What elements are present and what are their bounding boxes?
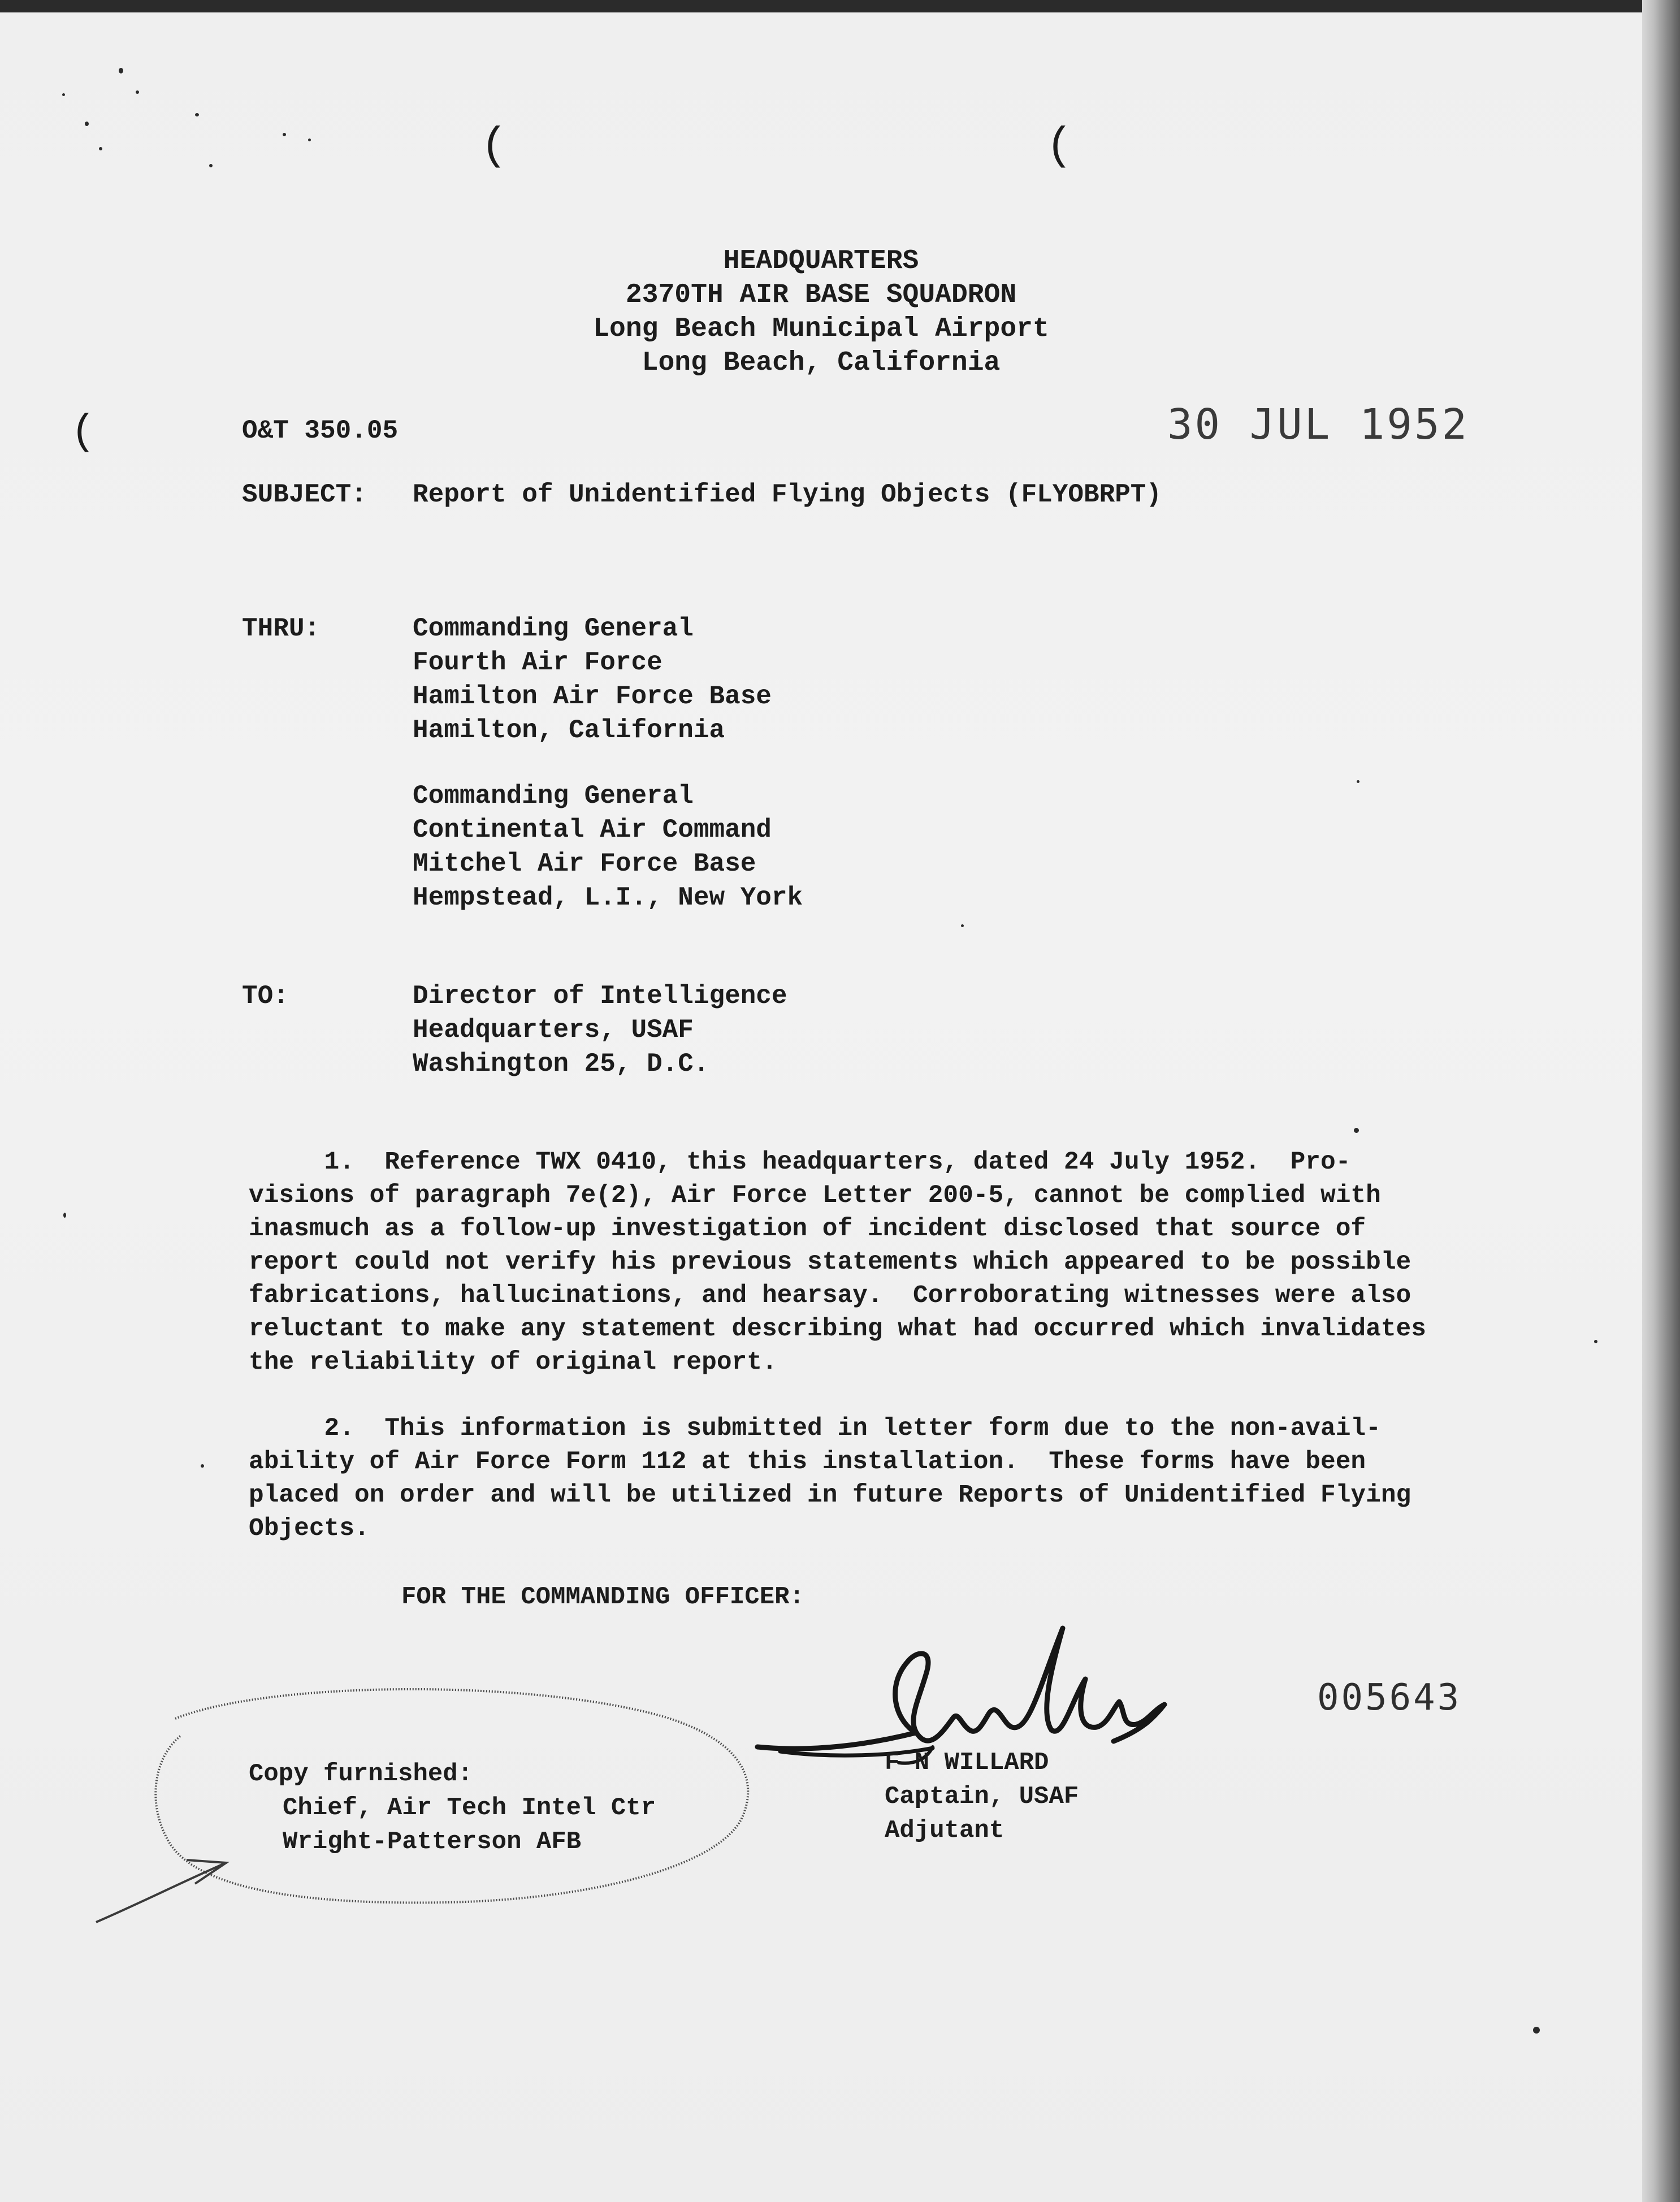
file-reference: O&T 350.05 <box>242 416 399 445</box>
copy-furnished-line: Wright-Patterson AFB <box>283 1828 582 1856</box>
paragraph-line: fabrications, hallucinations, and hearsay. Corroborating witnesses were also <box>249 1282 1411 1310</box>
letterhead-line-1: HEADQUARTERS <box>723 246 919 276</box>
signer-name: F N WILLARD <box>885 1749 1049 1777</box>
scan-right-edge <box>1642 0 1680 2202</box>
letterhead-line-2: 2370TH AIR BASE SQUADRON <box>625 280 1017 310</box>
thru-1-line: Commanding General <box>413 614 694 643</box>
paragraph-line: 2. This information is submitted in letter form due to the non-avail- <box>249 1414 1381 1443</box>
thru-1-line: Hamilton, California <box>413 716 725 745</box>
letterhead-line-4: Long Beach, California <box>642 348 1001 378</box>
date-stamp: 30 JUL 1952 <box>1167 400 1470 449</box>
paragraph-line: placed on order and will be utilized in future Reports of Unidentified Flying <box>249 1481 1411 1509</box>
paragraph-line: visions of paragraph 7e(2), Air Force Letter 200-5, cannot be complied with <box>249 1182 1381 1210</box>
paragraph-line: reluctant to make any statement describing what had occurred which invalidates <box>249 1315 1426 1343</box>
letterhead-line-3: Long Beach Municipal Airport <box>593 314 1049 344</box>
copy-furnished-line: Chief, Air Tech Intel Ctr <box>283 1794 656 1822</box>
signer-rank: Captain, USAF <box>885 1783 1079 1811</box>
thru-label: THRU: <box>242 614 321 643</box>
thru-1-line: Hamilton Air Force Base <box>413 682 772 711</box>
stray-mark-margin: ( <box>71 409 96 456</box>
thru-2-line: Mitchel Air Force Base <box>413 849 756 879</box>
closing-line: FOR THE COMMANDING OFFICER: <box>401 1583 804 1611</box>
thru-2-line: Continental Air Command <box>413 815 772 845</box>
paragraph-line: report could not verify his previous statements which appeared to be possible <box>249 1248 1411 1277</box>
paragraph-line: the reliability of original report. <box>249 1348 777 1377</box>
to-line: Washington 25, D.C. <box>413 1049 709 1079</box>
thru-1-line: Fourth Air Force <box>413 648 663 677</box>
subject-label: SUBJECT: <box>242 480 367 509</box>
thru-2-line: Hempstead, L.I., New York <box>413 883 803 912</box>
paragraph-line: inasmuch as a follow-up investigation of incident disclosed that source of <box>249 1215 1366 1243</box>
thru-2-line: Commanding General <box>413 781 694 811</box>
stray-mark-right: ( <box>1046 121 1073 172</box>
paragraph-line: Objects. <box>249 1515 370 1543</box>
to-line: Director of Intelligence <box>413 981 787 1011</box>
paragraph-line: ability of Air Force Form 112 at this installation. These forms have been <box>249 1448 1366 1476</box>
to-label: TO: <box>242 981 289 1011</box>
subject-text: Report of Unidentified Flying Objects (FLYOBRPT) <box>413 480 1162 509</box>
signer-title: Adjutant <box>885 1816 1004 1845</box>
scan-top-edge <box>0 0 1680 12</box>
document-number: 005643 <box>1317 1677 1462 1719</box>
paragraph-line: 1. Reference TWX 0410, this headquarters, dated 24 July 1952. Pro- <box>249 1148 1351 1176</box>
stray-mark-left: ( <box>480 121 508 172</box>
to-line: Headquarters, USAF <box>413 1015 694 1045</box>
copy-furnished-label: Copy furnished: <box>249 1760 473 1788</box>
